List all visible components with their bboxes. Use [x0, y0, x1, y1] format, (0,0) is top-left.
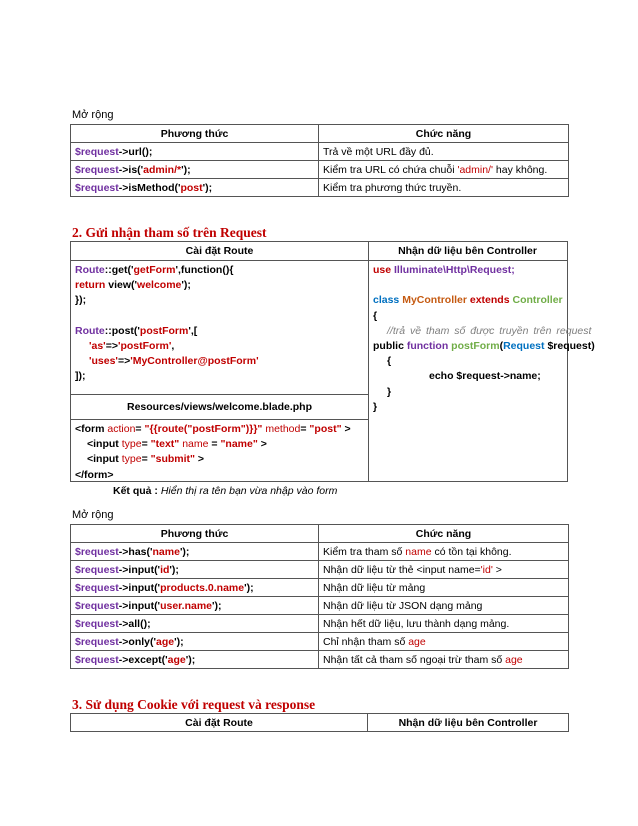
description-cell: Chỉ nhận tham số age: [319, 633, 569, 651]
method-cell: $request->url();: [71, 143, 319, 161]
table-row: [71, 597, 569, 615]
method-cell: $request->except('age');: [71, 651, 319, 669]
column-header: Chức năng: [319, 125, 569, 143]
result-text: Hiển thị ra tên bạn vừa nhập vào form: [157, 485, 338, 497]
description-cell: Nhận dữ liệu từ JSON dạng mảng: [319, 597, 569, 615]
controller-code-block: use Illuminate\Http\Request; class MyController extends Controller { //trả về tham số được truyền trên request public function postForm(Request $request) { echo $request->name; } }: [373, 264, 595, 413]
column-header: Chức năng: [319, 525, 569, 543]
method-cell: $request->all();: [71, 615, 319, 633]
column-header: Phương thức: [71, 525, 319, 543]
section-label-more: Mở rộng: [72, 109, 114, 121]
route-code-block: Route::get('getForm',function(){ return view('welcome'); }); Route::post('postForm',[ 'as'=>'postForm', 'uses'=>'MyController@postForm' ]);: [75, 264, 259, 383]
column-header: Nhận dữ liệu bên Controller: [368, 242, 567, 261]
methods-table: [70, 124, 569, 197]
method-cell: $request->only('age');: [71, 633, 319, 651]
table-row: [71, 633, 569, 651]
description-cell: Nhận hết dữ liệu, lưu thành dạng mảng.: [319, 615, 569, 633]
description-cell: Kiểm tra phương thức truyền.: [319, 179, 569, 197]
view-file-header: Resources/views/welcome.blade.php: [71, 394, 368, 420]
code-table: [70, 241, 595, 482]
table-row: [71, 579, 569, 597]
description-cell: Kiểm tra URL có chứa chuỗi 'admin/' hay không.: [319, 161, 569, 179]
method-cell: $request->input('products.0.name');: [71, 579, 319, 597]
table-row: [71, 651, 569, 669]
cookie-table: [70, 713, 569, 732]
result-note: [113, 485, 337, 497]
table-row: [71, 561, 569, 579]
column-header: Phương thức: [71, 125, 319, 143]
description-cell: Kiểm tra tham số name có tồn tại không.: [319, 543, 569, 561]
column-header: Cài đặt Route: [71, 242, 369, 261]
table-header-row: [71, 125, 569, 143]
table-header-row: [71, 525, 569, 543]
method-cell: $request->has('name');: [71, 543, 319, 561]
column-header: Nhận dữ liệu bên Controller: [368, 714, 569, 732]
table-header-row: [71, 714, 569, 732]
table-row: [71, 161, 569, 179]
section-label-more: Mở rộng: [72, 509, 114, 521]
result-label: Kết quả :: [113, 485, 158, 497]
form-code-block: <form action= "{{route("postForm")}}" method= "post" > <input type= "text" name = "name" > <input type= "submit" > </form>: [75, 423, 351, 481]
section-heading: 3. Sử dụng Cookie với request và response: [72, 697, 316, 712]
method-cell: $request->input('user.name');: [71, 597, 319, 615]
column-header: Cài đặt Route: [71, 714, 368, 732]
table-row: [71, 179, 569, 197]
method-cell: $request->input('id');: [71, 561, 319, 579]
table-row: [71, 143, 569, 161]
description-cell: Nhận dữ liệu từ mảng: [319, 579, 569, 597]
description-cell: Trả về một URL đầy đủ.: [319, 143, 569, 161]
method-cell: $request->isMethod('post');: [71, 179, 319, 197]
request-methods-table: [70, 524, 569, 669]
table-row: [71, 615, 569, 633]
section-heading: 2. Gửi nhận tham số trên Request: [72, 225, 267, 240]
method-cell: $request->is('admin/*');: [71, 161, 319, 179]
column-divider: [368, 260, 369, 481]
description-cell: Nhận dữ liệu từ thẻ <input name='id' >: [319, 561, 569, 579]
table-row: [71, 543, 569, 561]
description-cell: Nhận tất cả tham số ngoại trừ tham số age: [319, 651, 569, 669]
